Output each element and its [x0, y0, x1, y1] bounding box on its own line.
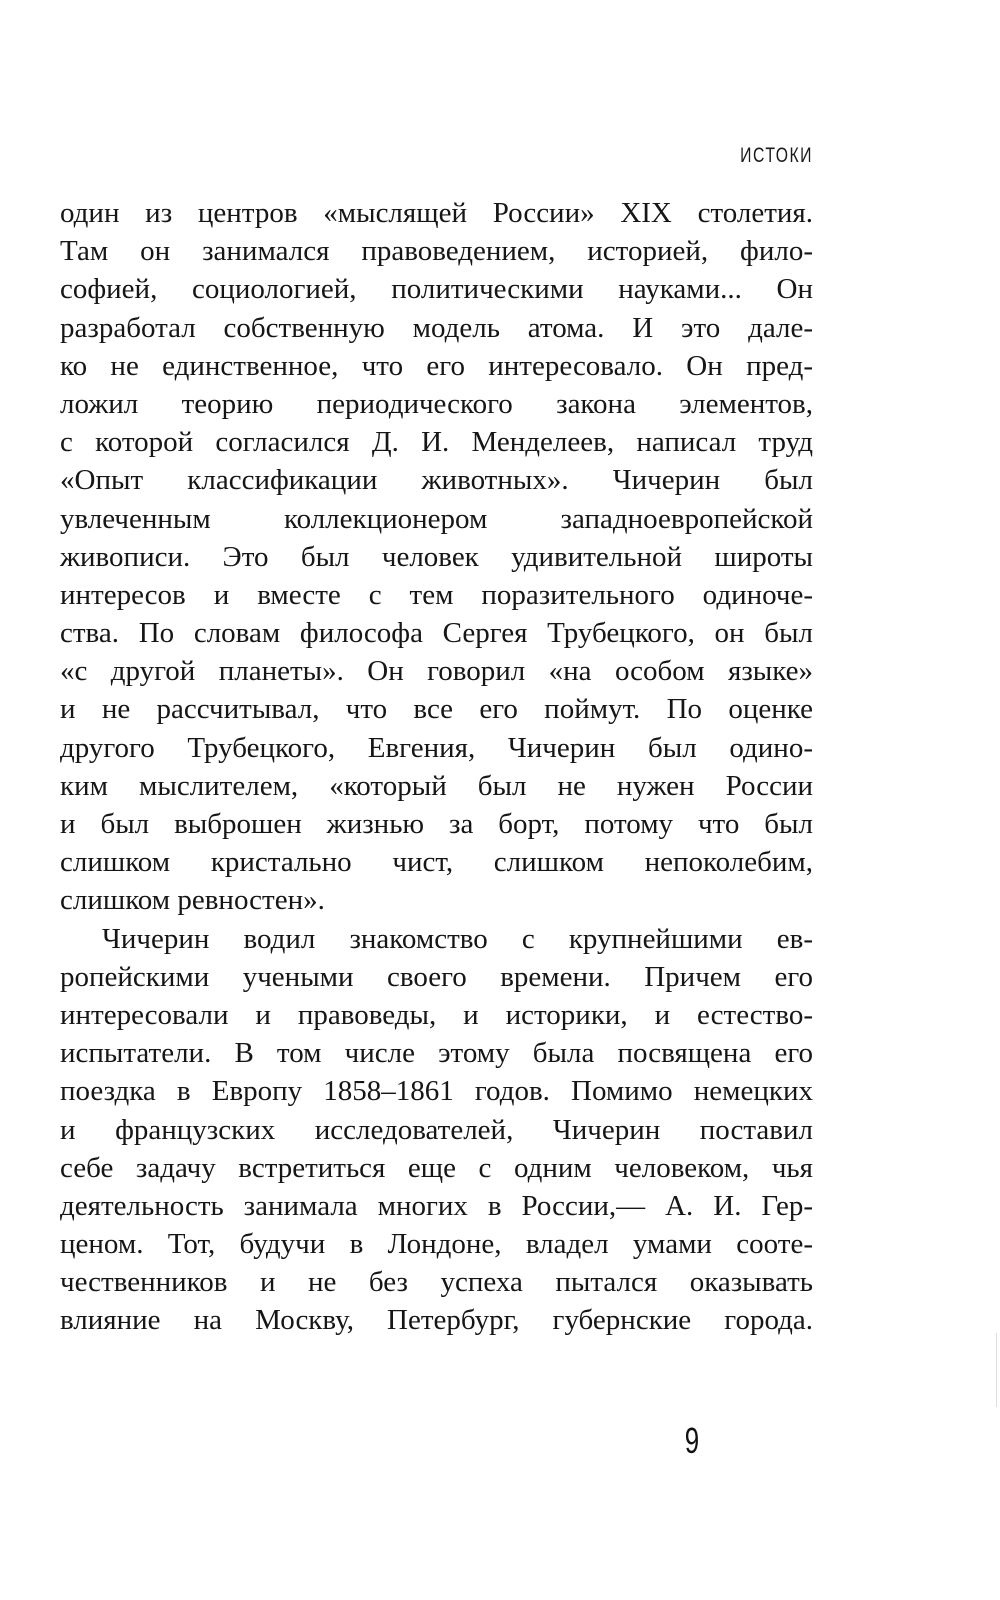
text-line: интересов и вместе с тем поразительного одиноче- [60, 578, 813, 611]
text-line: слишком кристально чист, слишком непоколебим, [60, 846, 813, 879]
text-line: другого Трубецкого, Евгения, Чичерин был одино- [60, 731, 813, 764]
text-line: софией, социологией, политическими науками... Он [60, 273, 813, 306]
text-line: «с другой планеты». Он говорил «на особом языке» [60, 655, 813, 688]
text-line: с которой согласился Д. И. Менделеев, написал труд [60, 426, 813, 459]
text-line: себе задачу встретиться еще с одним человеком, чья [60, 1151, 813, 1184]
page-number-digit: 9 [684, 1420, 700, 1461]
text-line: чественников и не без успеха пытался оказывать [60, 1266, 813, 1299]
text-line: и был выброшен жизнью за борт, потому что был [60, 808, 813, 840]
text-line: ким мыслителем, «который был не нужен России [60, 769, 813, 802]
text-line: живописи. Это был человек удивительной широты [60, 540, 813, 573]
text-line: увлеченным коллекционером западноевропейской [60, 502, 813, 535]
text-line: деятельность занимала многих в России,— А. И. Гер- [60, 1189, 813, 1222]
body-text [60, 194, 813, 1340]
text-line: и не рассчитывал, что все его поймут. По оценке [60, 693, 813, 726]
text-line: разработал собственную модель атома. И это дале- [60, 311, 813, 344]
scan-artifact-line [996, 1333, 997, 1407]
text-line: Там он занимался правоведением, историей, фило- [60, 235, 813, 268]
text-line: испытатели. В том числе этому была посвящена его [60, 1037, 813, 1070]
text-line: ложил теорию периодического закона элементов, [60, 387, 813, 420]
text-line: ства. По словам философа Сергея Трубецкого, он был [60, 617, 813, 650]
text-line: один из центров «мыслящей России» XIX столетия. [60, 197, 813, 229]
text-line: влияние на Москву, Петербург, губернские города. [60, 1304, 813, 1337]
text-line: ко не единственное, что его интересовало. Он пред- [60, 349, 813, 382]
text-line-paragraph-start: Чичерин водил знакомство с крупнейшими ев- [102, 922, 813, 955]
text-line: ропейскими учеными своего времени. Причем его [60, 960, 813, 993]
text-line: поездка в Европу 1858–1861 годов. Помимо немецких [60, 1075, 813, 1108]
text-line: ценом. Тот, будучи в Лондоне, владел умами сооте- [60, 1228, 813, 1261]
text-line: интересовали и правоведы, и историки, и естество- [60, 998, 813, 1031]
text-line: «Опыт классификации животных». Чичерин был [60, 464, 813, 497]
running-header: ИСТОКИ [740, 144, 813, 167]
page-number [662, 1420, 722, 1462]
text-line: и французских исследователей, Чичерин поставил [60, 1113, 813, 1146]
text-line-paragraph-end: слишком ревностен». [60, 884, 325, 917]
